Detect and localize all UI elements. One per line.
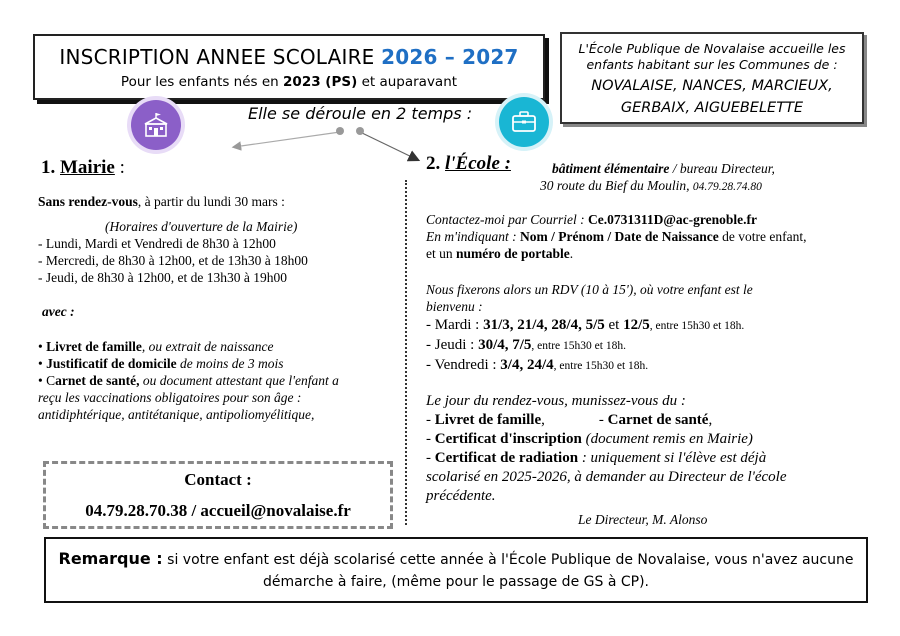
mairie-heading: 1. Mairie : [41,157,125,178]
contact-title: Contact : [184,470,252,489]
mairie-documents: • Livret de famille, ou extrait de naissance • Justificatif de domicile de moins de 3 mois • Carnet de santé, ou document attestant que l'enfant a reçu les vaccinations obligatoires pour son âge : antidiphtérique, antitétanique, antipoliomyélitique, [38,338,398,423]
ecole-contact-block: Contactez-moi par Courriel : Ce.0731311D@ac-grenoble.fr En m'indiquant : Nom / Prénom / Date de Naissance de votre enfant, et un numéro de portable. [426,212,807,261]
mairie-no-rdv: Sans rendez-vous, à partir du lundi 30 mars : [38,194,285,209]
mairie-avec: avec : [42,304,75,319]
list-item: - Jeudi, de 8h30 à 12h00, et de 13h30 à 19h00 [38,270,287,285]
mairie-hours-title: (Horaires d'ouverture de la Mairie) [105,219,298,234]
ecole-signature: Le Directeur, M. Alonso [578,512,708,527]
contact-details: 04.79.28.70.38 / accueil@novalaise.fr [85,501,351,520]
communes-list: NOVALAISE, NANCES, MARCIEUX, GERBAIX, AIGUEBELETTE [591,78,833,116]
ecole-address: 30 route du Bief du Moulin, 04.79.28.74.80 [540,178,762,193]
communes-intro: L'École Publique de Novalaise accueille les enfants habitant sur les Communes de : [578,41,846,72]
page-subtitle: Pour les enfants nés en 2023 (PS) et auparavant [120,74,458,90]
list-item: - Certificat d'inscription (document remis en Mairie) [426,431,753,447]
list-item: - Certificat de radiation : uniquement si l'élève est déjà [426,450,767,466]
list-item: - Mercredi, de 8h30 à 12h00, et de 13h30 à 18h00 [38,253,308,268]
ecole-day-of: Le jour du rendez-vous, munissez-vous du : - Livret de famille, - Carnet de santé, - Certificat d'inscription (document remis en Mairie) - Certificat de radiation : uniquement si l'élève est déjà scolarisé en 2025-2026, à demander au Directeur de l'école précédente. [426,392,876,506]
column-divider [405,180,407,525]
list-item: • Carnet de santé, ou document attestant que l'enfant a [38,373,339,388]
ecole-days [426,316,866,376]
ecole-heading: 2. l'École : [426,153,511,174]
list-item: - Vendredi : 3/4, 24/4, entre 15h30 et 18h. [426,357,649,373]
two-steps-label: Elle se déroule en 2 temps : [248,104,473,123]
list-item: - Livret de famille, - Carnet de santé, [426,412,713,428]
remark-label: Remarque : [58,549,163,568]
list-item: - Jeudi : 30/4, 7/5, entre 15h30 et 18h. [426,337,626,353]
arrow-to-mairie [234,132,340,147]
school-years: 2026 – 2027 [381,45,519,69]
ecole-building: bâtiment élémentaire / bureau Directeur, [552,161,775,176]
list-item: • Justificatif de domicile de moins de 3 mois [38,356,284,371]
list-item: • Livret de famille, ou extrait de naissance [38,339,274,354]
list-item: - Mardi : 31/3, 21/4, 28/4, 5/5 et 12/5, entre 15h30 et 18h. [426,317,745,333]
page-title: INSCRIPTION ANNEE SCOLAIRE 2026 – 2027 [59,45,519,69]
contact-box [43,461,393,529]
remark-box: Remarque : si votre enfant est déjà scolarisé cette année à l'École Publique de Novalaise, vous n'avez aucune démarche à faire, (même pour le passage de GS à CP). [44,537,868,603]
remark-text: si votre enfant est déjà scolarisé cette année à l'École Publique de Novalaise, vous n'avez aucune [167,552,854,568]
mairie-hours-list [38,235,308,286]
ecole-email: Ce.0731311D@ac-grenoble.fr [588,212,758,227]
list-item: - Lundi, Mardi et Vendredi de 8h30 à 12h00 [38,236,276,251]
arrow-to-ecole [360,132,418,160]
ecole-rdv-intro: Nous fixerons alors un RDV (10 à 15'), où votre enfant est le bienvenu : [426,282,753,314]
